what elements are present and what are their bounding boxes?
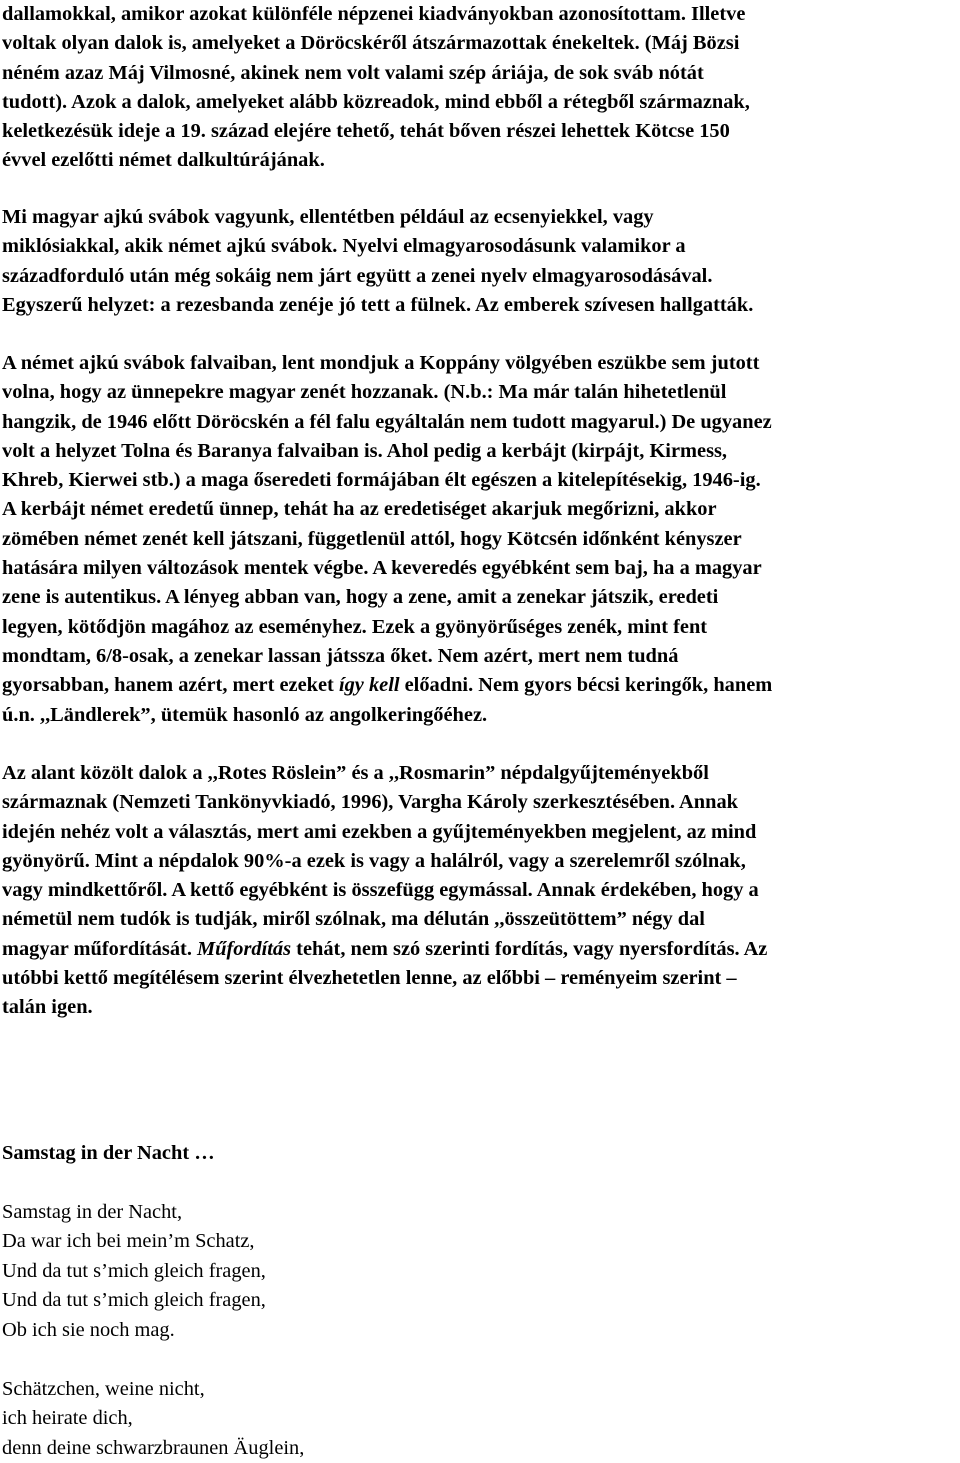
text-line: voltak olyan dalok is, amelyeket a Döröcskéről átszármazottak énekeltek. (Máj Bözsi bbox=[2, 32, 740, 55]
text-line: Mi magyar ajkú svábok vagyunk, ellentétben például az ecsenyiekkel, vagy bbox=[2, 206, 654, 228]
poem-title: Samstag in der Nacht … bbox=[2, 1142, 215, 1164]
text-line: Egyszerű helyzet: a rezesbanda zenéje jó tett a fülnek. Az emberek szívesen hallgatták. bbox=[2, 293, 754, 316]
poem-line: Samstag in der Nacht, bbox=[2, 1201, 183, 1223]
text-line: talán igen. bbox=[2, 996, 93, 1019]
text-line: utóbbi kettő megítélésem szerint élvezhetetlen lenne, az előbbi – reményeim szerint – bbox=[2, 967, 737, 990]
text-line: volt a helyzet Tolna és Baranya falvaiban is. Ahol pedig a kerbájt (kirpájt, Kirmess, bbox=[2, 439, 728, 462]
poem-line: Und da tut s’mich gleich fragen, bbox=[2, 1289, 266, 1312]
text-line: dallamokkal, amikor azokat különféle népzenei kiadványokban azonosítottam. Illetve bbox=[2, 3, 746, 25]
text-line: tudott). Azok a dalok, amelyeket alább közreadok, mind ebből a rétegből származnak, bbox=[2, 90, 750, 113]
text-line: A német ajkú svábok falvaiban, lent mondjuk a Koppány völgyében eszükbe sem jutott bbox=[2, 352, 760, 374]
text-line: Az alant közölt dalok a ,,Rotes Röslein” és a ,,Rosmarin” népdalgyűjteményekből bbox=[2, 762, 709, 784]
text-line: gyönyörű. Mint a népdalok 90%-a ezek is vagy a halálról, vagy a szerelemről szólnak, bbox=[2, 849, 746, 872]
paragraph-3 bbox=[2, 349, 772, 730]
text-line: hatására milyen változások mentek végbe. A keveredés egyébként sem baj, ha a magyar bbox=[2, 557, 762, 580]
paragraph-1 bbox=[2, 0, 750, 176]
text-line: zömében német zenét kell játszani, függetlenül attól, hogy Kötcsén időnként kényszer bbox=[2, 527, 742, 550]
text-line: ú.n. ,,Ländlerek”, ütemük hasonló az angolkeringőéhez. bbox=[2, 703, 488, 726]
emphasized-text: így kell bbox=[338, 674, 400, 697]
text-line: Khreb, Kierwei stb.) a maga őseredeti formájában élt egészen a kitelepítésekig, 1946-ig. bbox=[2, 469, 761, 492]
text-line: idején nehéz volt a választás, mert ami ezekben a gyűjteményekben megjelent, az mind bbox=[2, 820, 757, 843]
text-line: évvel ezelőtti német dalkultúrájának. bbox=[2, 149, 325, 172]
text-line: századforduló után még sokáig nem járt együtt a zenei nyelv elmagyarosodásával. bbox=[2, 264, 713, 287]
text-line: volna, hogy az ünnepekre magyar zenét hozzanak. (N.b.: Ma már talán hihetetlenül bbox=[2, 381, 727, 404]
poem-line: Ob ich sie noch mag. bbox=[2, 1318, 175, 1341]
poem-line: Schätzchen, weine nicht, bbox=[2, 1378, 205, 1400]
text-run: tehát, nem szó szerinti fordítás, vagy nyersfordítás. Az bbox=[291, 937, 768, 960]
text-line: miklósiakkal, akik német ajkú svábok. Nyelvi elmagyarosodásunk valamikor a bbox=[2, 235, 686, 258]
poem-stanza-1 bbox=[2, 1198, 266, 1345]
text-line: származnak (Nemzeti Tankönyvkiadó, 1996), Vargha Károly szerkesztésében. Annak bbox=[2, 791, 738, 814]
text-line: keletkezésük ideje a 19. század elejére tehető, tehát bőven részei lehettek Kötcse 150 bbox=[2, 120, 730, 143]
text-run: gyorsabban, hanem azért, mert ezeket bbox=[2, 674, 339, 697]
poem-line: ich heirate dich, bbox=[2, 1407, 133, 1430]
poem-stanza-2 bbox=[2, 1375, 304, 1463]
text-run: magyar műfordítását. bbox=[2, 937, 198, 960]
text-line: mondtam, 6/8-osak, a zenekar lassan játssza őket. Nem azért, mert nem tudná bbox=[2, 644, 679, 667]
text-line: németül nem tudók is tudják, miről szólnak, ma délután ,,összeütöttem” négy dal bbox=[2, 908, 705, 931]
text-line: vagy mindkettőről. A kettő egyébként is összefügg egymással. Annak érdekében, hogy a bbox=[2, 879, 759, 902]
poem-line: denn deine schwarzbraunen Äuglein, bbox=[2, 1436, 305, 1459]
text-line: zene is autentikus. A lényeg abban van, hogy a zene, amit a zenekar játszik, eredeti bbox=[2, 586, 719, 609]
text-line: néném azaz Máj Vilmosné, akinek nem volt valami szép áriája, de sok sváb nótát bbox=[2, 61, 704, 84]
paragraph-2 bbox=[2, 203, 753, 320]
text-line: A kerbájt német eredetű ünnep, tehát ha az eredetiséget akarjuk megőrizni, akkor bbox=[2, 498, 717, 521]
poem-line: Und da tut s’mich gleich fragen, bbox=[2, 1259, 266, 1282]
emphasized-text: Műfordítás bbox=[197, 937, 292, 960]
text-run: előadni. Nem gyors bécsi keringők, hanem bbox=[399, 674, 773, 697]
paragraph-4 bbox=[2, 759, 767, 1023]
text-line: legyen, kötődjön magához az eseményhez. Ezek a gyönyörűséges zenék, mint fent bbox=[2, 615, 708, 638]
text-line-with-emphasis bbox=[2, 671, 772, 700]
text-line-with-emphasis bbox=[2, 935, 767, 964]
poem-line: Da war ich bei mein’m Schatz, bbox=[2, 1230, 255, 1253]
text-line: hangzik, de 1946 előtt Döröcskén a fél falu egyáltalán nem tudott magyarul.) De ugyanez bbox=[2, 410, 772, 433]
